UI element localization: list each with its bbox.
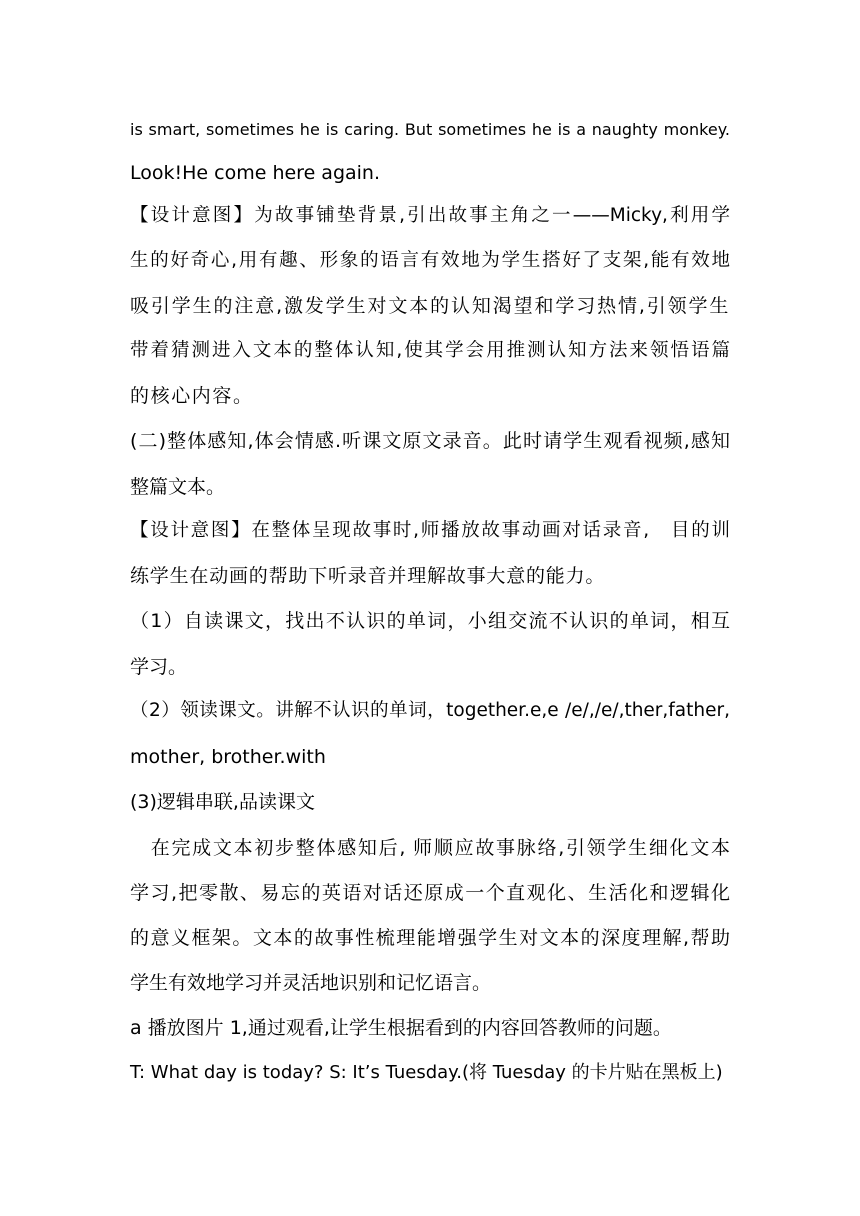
- text-line-8: (二)整体感知,体会情感.听课文原文录音。此时请学生观看视频,感知: [130, 430, 730, 452]
- text-line-6: 带着猜测进入文本的整体认知,使其学会用推测认知方法来领悟语篇: [130, 340, 730, 361]
- text-line-2: Look!He come here again.: [130, 162, 381, 184]
- text-line-5: 吸引学生的注意,激发学生对文本的认知渴望和学习热情,引领学生: [130, 295, 730, 317]
- text-line-14: （2）领读课文。讲解不认识的单词，together.e,e /e/,/e/,ther,father,: [130, 700, 730, 721]
- text-line-10: 【设计意图】在整体呈现故事时,师播放故事动画对话录音, 目的训: [130, 520, 730, 541]
- text-line-18: 学习,把零散、易忘的英语对话还原成一个直观化、生活化和逻辑化: [130, 882, 730, 904]
- text-line-22: T: What day is today? S: It’s Tuesday.(将 Tuesday 的卡片贴在黑板上): [130, 1062, 723, 1083]
- text-line-12: （1）自读课文，找出不认识的单词，小组交流不认识的单词，相互: [130, 610, 730, 632]
- text-line-7: 的核心内容。: [130, 385, 254, 407]
- text-line-19: 的意义框架。文本的故事性梳理能增强学生对文本的深度理解,帮助: [130, 927, 730, 949]
- text-line-21: a 播放图片 1,通过观看,让学生根据看到的内容回答教师的问题。: [130, 1017, 672, 1039]
- text-line-20: 学生有效地学习并灵活地识别和记忆语言。: [130, 972, 492, 994]
- text-line-16: (3)逻辑串联,品读课文: [130, 791, 315, 813]
- text-line-9: 整篇文本。: [130, 476, 226, 498]
- text-line-3: 【设计意图】为故事铺垫背景,引出故事主角之一——Micky,利用学: [130, 205, 730, 226]
- text-line-13: 学习。: [130, 656, 188, 678]
- text-line-4: 生的好奇心,用有趣、形象的语言有效地为学生搭好了支架,能有效地: [130, 250, 730, 271]
- text-line-15: mother, brother.with: [130, 746, 326, 768]
- text-line-1: is smart, sometimes he is caring. But sometimes he is a naughty monkey.: [130, 120, 730, 139]
- text-line-11: 练学生在动画的帮助下听录音并理解故事大意的能力。: [130, 565, 606, 587]
- text-line-17: 在完成文本初步整体感知后, 师顺应故事脉络,引领学生细化文本: [130, 837, 730, 859]
